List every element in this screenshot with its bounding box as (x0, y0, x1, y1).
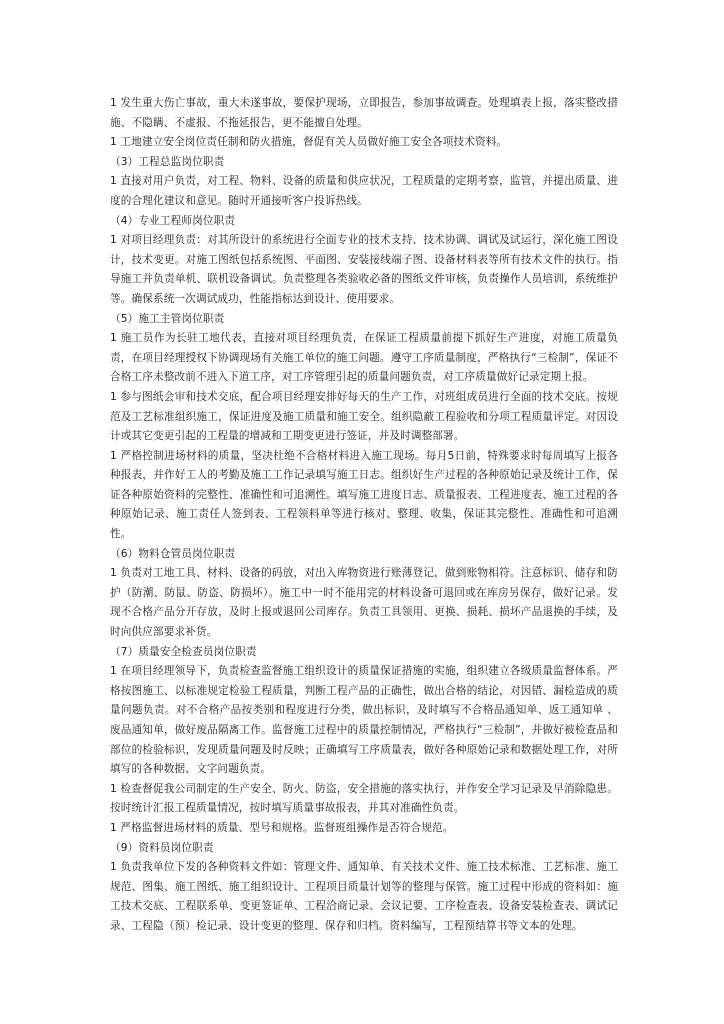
paragraph-supervisor-duties-2: 1 参与图纸会审和技术交底，配合项目经理安排好每天的生产工作，对班组成员进行全面的技术交底。按规范及工艺标准组织施工，保证进度及施工质量和施工安全。组织隐蔽工程验收和分项工程质量评定。对因设计或其它变更引起的工程量的增减和工期变更进行签证，并及时调整部署。 (110, 390, 618, 443)
paragraph-document-clerk-duties: 1 负责我单位下发的各种资料文件如：管理文件、通知单、有关技术文件、施工技术标准、工艺标准、施工规范、图集、施工图纸、施工组织设计、工程项目质量计划等的整理与保管。施工过程中形成的资料如：施工技术交底、工程联系单、变更签证单、工程洽商记录、会议记要、工序检查表、设备安装检查表、调试记录、工程隐（预）检记录、设计变更的整理、保存和归档。资料编写，工程预结算书等文本的处理。 (110, 861, 618, 932)
document-body (110, 94, 618, 937)
paragraph-supervisor-duties-3: 1 严格控制进场材料的质量，坚决杜绝不合格材料进入施工现场。每月5日前，特殊要求时每周填写上报各种报表，并作好工人的考勤及施工工作记录填写施工日志。组织好生产过程的各种原始记录及统计工作，保证各种原始资料的完整性、准确性和可追溯性。填写施工进度日志、质量报表、工程进度表、施工过程的各种原始记录、施工责任人签到表、工程领料单等进行核对、整理、收集，保证其完整性、准确性和可追溯性。 (110, 449, 618, 541)
paragraph-inspector-duties-2: 1 检查督促我公司制定的生产安全、防火、防盗，安全措施的落实执行，并作安全学习记录及早消除隐患。按时统计汇报工程质量情况，按时填写质量事故报表，并其对准确性负责。 (110, 782, 618, 815)
paragraph-specialist-engineer-duties: 1 对项目经理负责：对其所设计的系统进行全面专业的技术支持、技术协调、调试及试运行，深化施工图设计，技术变更。对施工图纸包括系统图、平面图、安装接线端子图、设备材料表等所有技术文件的执行。指导施工并负责单机、联机设备调试。负责整理各类验收必备的图纸文件审核，负责操作人员培训，系统维护等。确保系统一次调试成功，性能指标达到设计、使用要求。 (110, 234, 618, 305)
heading-quality-safety-inspector: （7）质量安全检查员岗位职责 (110, 645, 257, 658)
paragraph-chief-engineer-duties: 1 直接对用户负责，对工程、物料、设备的质量和供应状况，工程质量的定期考察，监管，并提出质量、进度的合理化建议和意见。随时开通接听客户投诉热线。 (110, 175, 618, 207)
heading-chief-engineer: （3）工程总监岗位职责 (110, 155, 225, 168)
paragraph-safety-responsibility: 1 工地建立安全岗位责任制和防火措施，督促有关人员做好施工安全各项技术资料。 (110, 136, 508, 149)
paragraph-inspector-duties-3: 1 严格监督进场材料的质量、型号和规格。监督班组操作是否符合规范。 (110, 821, 454, 834)
paragraph-warehouse-keeper-duties: 1 负责对工地工具、材料、设备的码放，对出入库物资进行账薄登记，做到账物相符。注意标识、储存和防护（防潮、防鼠、防盗、防损坏）。施工中一时不能用完的材料设备可退回或在库房另保存，做好记录。发现不合格产品分开存放，及时上报或退回公司库存。负责工具领用、更换、损耗、损坏产品退换的手续，及时向供应部要求补货。 (110, 567, 618, 639)
heading-construction-supervisor: （5）施工主管岗位职责 (110, 312, 225, 325)
paragraph-accident-report: 1 发生重大伤亡事故，重大未遂事故，要保护现场，立即报告，参加事故调查。处理填表上报，落实整改措施、不隐瞒、不虚报、不拖延报告，更不能擅自处理。 (110, 97, 618, 129)
heading-document-clerk: （9）资料员岗位职责 (110, 841, 214, 854)
paragraph-supervisor-duties-1: 1 施工员作为长驻工地代表，直接对项目经理负责，在保证工程质量前提下抓好生产进度，对施工质量负责，在项目经理授权下协调现场有关施工单位的施工问题。遵守工序质量制度，严格执行“三检制”，保证不合格工序未整改前不进入下道工序，对工序管理引起的质量问题负责，对工序质量做好记录定期上报。 (110, 332, 618, 384)
paragraph-inspector-duties-1: 1 在项目经理领导下，负责检查监督施工组织设计的质量保证措施的实施，组织建立各级质量监督体系。严格按图施工、以标准规定检验工程质量，判断工程产品的正确性，做出合格的结论，对因错、漏检造成的质量问题负责。对不合格产品按类别和程度进行分类，做出标识，及时填写不合格品通知单、返工通知单 、废品通知单，做好废品隔离工作。监督施工过程中的质量控制情况，严格执行“三检制”，并做好被检查品和部位的检验标识，发现质量问题及时反映；正确填写工序质量表，做好各种原始记录和数据处理工作，对所填写的各种数据、文字问题负责。 (110, 665, 618, 776)
heading-specialist-engineer: （4）专业工程师岗位职责 (110, 214, 236, 227)
heading-warehouse-keeper: （6）物料仓管员岗位职责 (110, 547, 236, 560)
